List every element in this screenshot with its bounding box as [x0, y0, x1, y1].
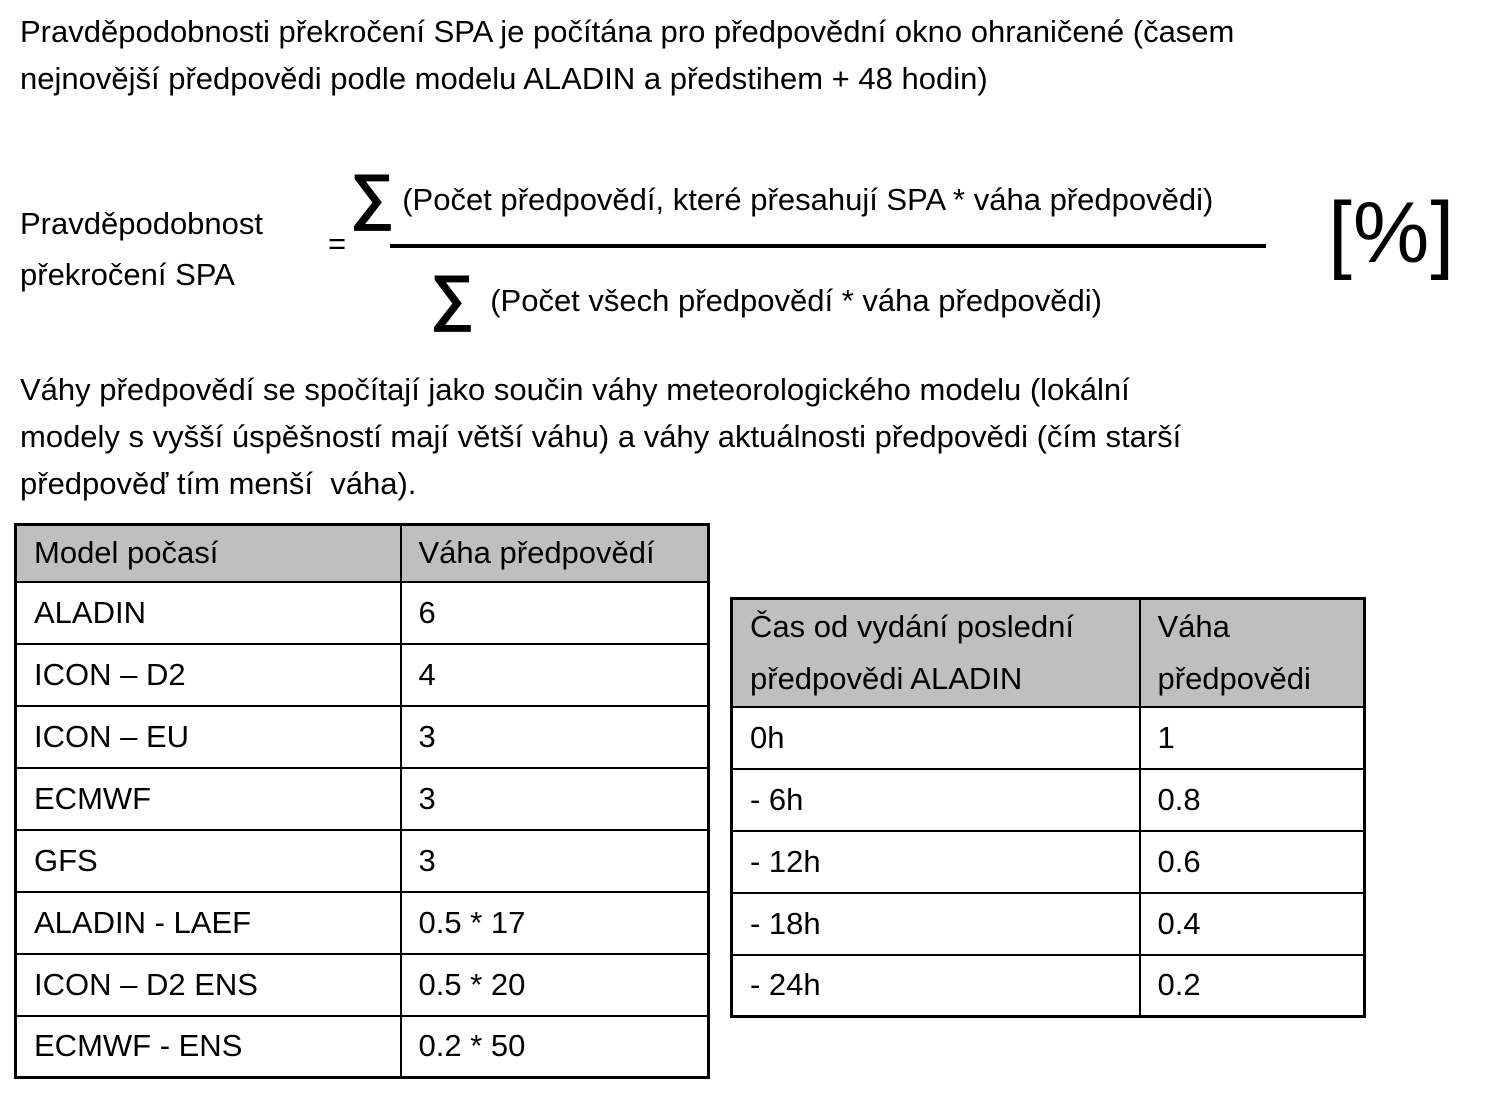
model-weight-cell: 4 — [401, 644, 709, 706]
weights-paragraph — [20, 366, 1181, 507]
table-row — [732, 707, 1365, 769]
model-name-cell: ECMWF — [16, 768, 401, 830]
intro-line-2: nejnovější předpovědi podle modelu ALADIN a předstihem + 48 hodin) — [20, 61, 988, 96]
weights-line-1: Váhy předpovědí se spočítají jako součin váhy meteorologického modelu (lokální — [20, 372, 1130, 407]
fraction-numerator — [350, 155, 1213, 245]
weights-line-2: modely s vyšší úspěšností mají větší váhu) a váhy aktuálnosti předpovědi (čím starší — [20, 419, 1182, 454]
table-row — [16, 768, 709, 830]
denominator-text: (Počet všech předpovědí * váha předpovědi) — [490, 283, 1102, 318]
model-table-header-weight: Váha předpovědí — [401, 525, 709, 582]
fraction-denominator — [430, 263, 1102, 333]
recency-weight-cell: 0.8 — [1140, 769, 1365, 831]
model-name-cell: ECMWF - ENS — [16, 1016, 401, 1078]
model-weight-cell: 6 — [401, 582, 709, 644]
model-name-cell: ICON – D2 ENS — [16, 954, 401, 1016]
model-table-header-row — [16, 525, 709, 582]
time-offset-cell: - 6h — [732, 769, 1140, 831]
model-name-cell: ALADIN - LAEF — [16, 892, 401, 954]
recency-table-header-weight: Váha předpovědi — [1140, 599, 1365, 707]
time-offset-cell: - 24h — [732, 955, 1140, 1017]
time-offset-cell: - 18h — [732, 893, 1140, 955]
intro-line-1: Pravděpodobnosti překročení SPA je počítána pro předpovědní okno ohraničené (časem — [20, 14, 1235, 49]
table-row — [732, 831, 1365, 893]
table-row — [16, 1016, 709, 1078]
model-name-cell: GFS — [16, 830, 401, 892]
sigma-icon: ∑ — [430, 263, 475, 332]
table-row — [732, 769, 1365, 831]
percent-unit: [%] — [1328, 185, 1456, 281]
table-row — [732, 893, 1365, 955]
fraction-bar — [390, 244, 1266, 248]
intro-paragraph — [20, 8, 1234, 102]
model-weight-cell: 3 — [401, 768, 709, 830]
forecast-recency-table — [730, 597, 1366, 1018]
model-weight-table — [14, 523, 710, 1079]
model-name-cell: ALADIN — [16, 582, 401, 644]
formula-label-line-1: Pravděpodobnost — [20, 206, 264, 241]
fraction — [350, 155, 1280, 345]
recency-table-header-time: Čas od vydání poslední předpovědi ALADIN — [732, 599, 1140, 707]
table-row — [732, 955, 1365, 1017]
table-row — [16, 644, 709, 706]
table-row — [16, 954, 709, 1016]
equals-sign: = — [328, 226, 347, 261]
recency-weight-cell: 0.6 — [1140, 831, 1365, 893]
table-row — [16, 892, 709, 954]
model-weight-cell: 3 — [401, 706, 709, 768]
recency-weight-cell: 0.2 — [1140, 955, 1365, 1017]
table-row — [16, 706, 709, 768]
model-weight-cell: 0.5 * 17 — [401, 892, 709, 954]
recency-weight-cell: 1 — [1140, 707, 1365, 769]
table-row — [16, 830, 709, 892]
model-weight-cell: 0.5 * 20 — [401, 954, 709, 1016]
recency-table-header-row — [732, 599, 1365, 707]
sigma-icon: ∑ — [350, 162, 395, 231]
model-table-header-model: Model počasí — [16, 525, 401, 582]
time-offset-cell: - 12h — [732, 831, 1140, 893]
model-name-cell: ICON – EU — [16, 706, 401, 768]
recency-weight-cell: 0.4 — [1140, 893, 1365, 955]
model-weight-cell: 0.2 * 50 — [401, 1016, 709, 1078]
numerator-text: (Počet předpovědí, které přesahují SPA * váha předpovědi) — [402, 182, 1214, 217]
formula-label — [20, 198, 263, 300]
weights-line-3: předpověď tím menší váha). — [20, 466, 417, 501]
table-row — [16, 582, 709, 644]
model-name-cell: ICON – D2 — [16, 644, 401, 706]
formula-label-line-2: překročení SPA — [20, 257, 235, 292]
model-weight-cell: 3 — [401, 830, 709, 892]
time-offset-cell: 0h — [732, 707, 1140, 769]
